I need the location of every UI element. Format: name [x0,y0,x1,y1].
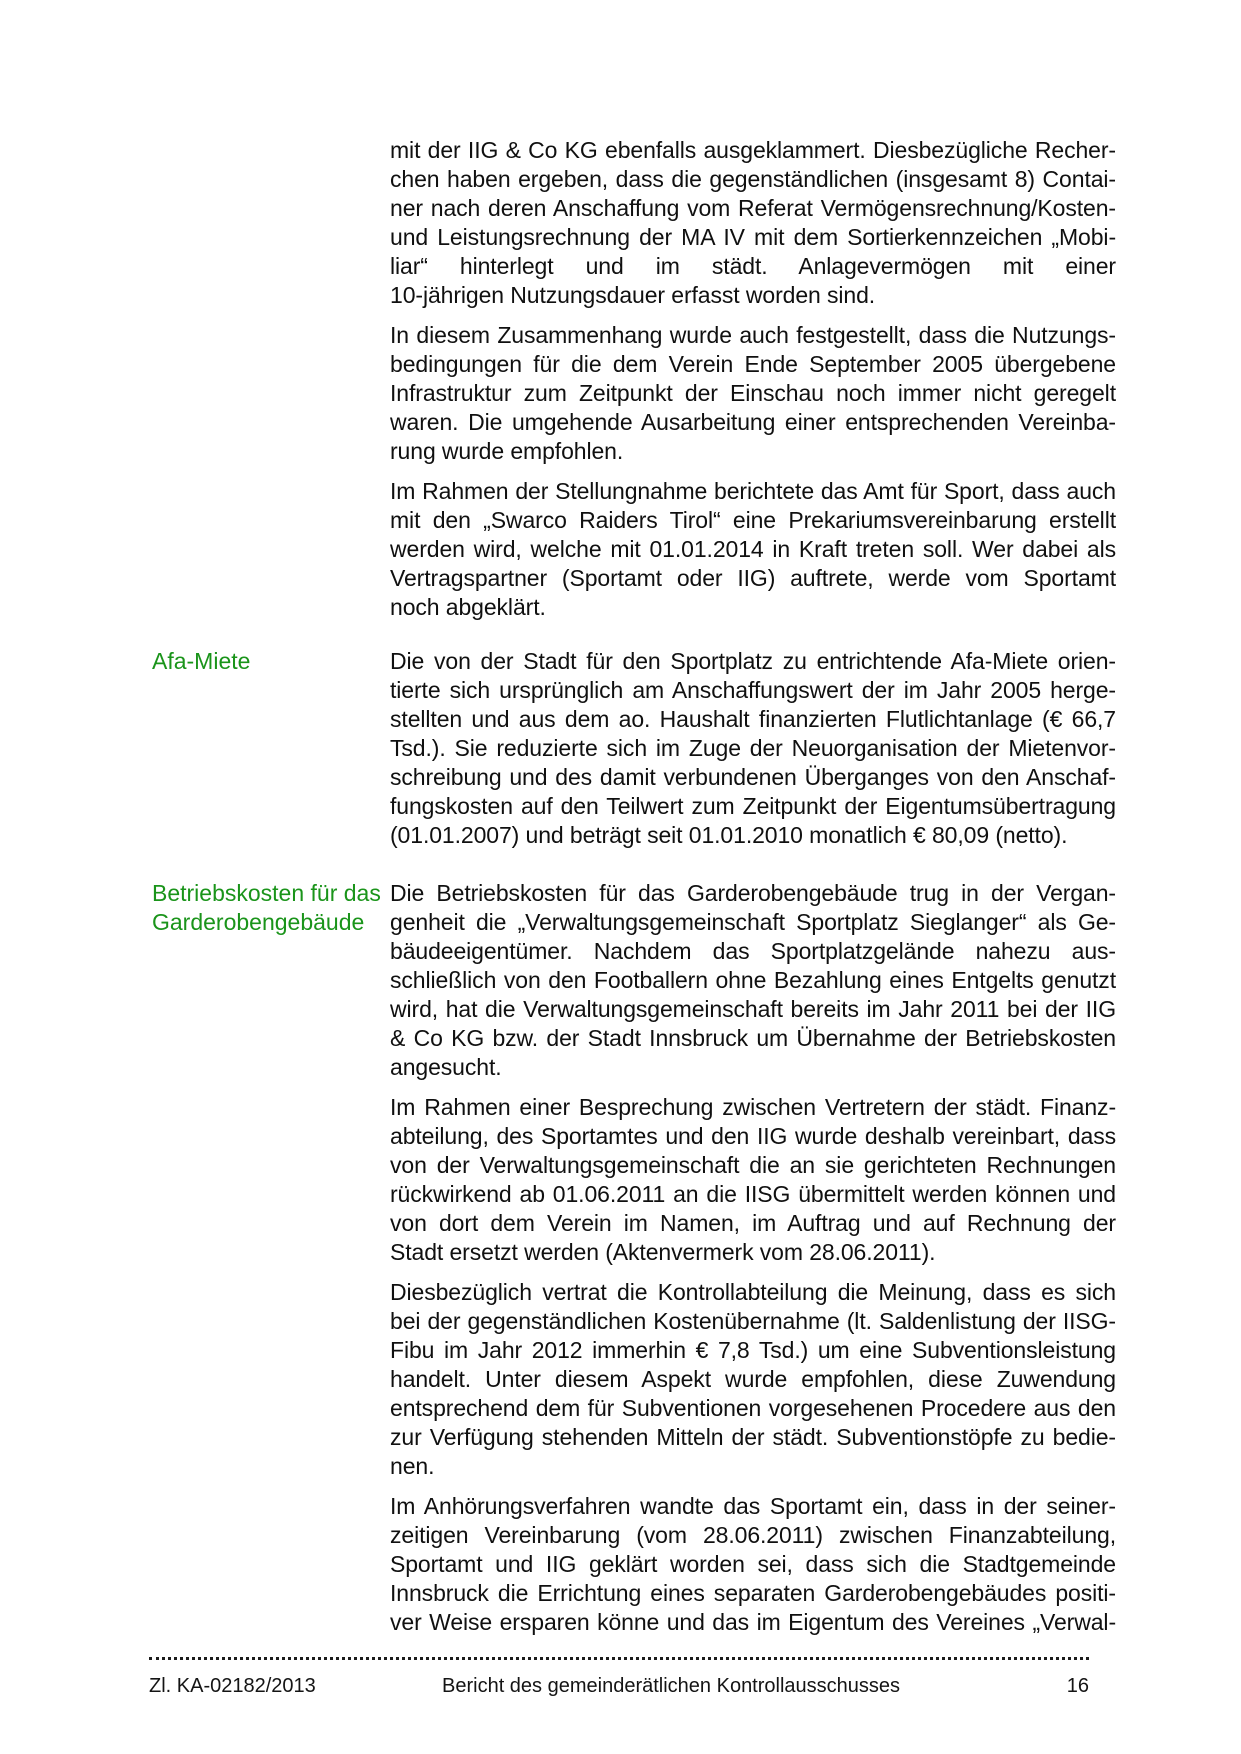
text-line: rung wurde empfohlen. [390,438,624,464]
text-line: ner nach deren Anschaffung vom Referat Vermögensrechnung/Kosten- [390,195,1116,221]
text-line: Diesbezüglich vertrat die Kontrollabteilung die Meinung, dass es sich [390,1279,1116,1305]
text-line: & Co KG bzw. der Stadt Innsbruck um Übernahme der Betriebskosten [390,1025,1116,1051]
text-line: schreibung und des damit verbundenen Überganges von den Anschaf- [390,764,1116,790]
text-line: noch abgeklärt. [390,594,546,620]
text-line: (01.01.2007) und beträgt seit 01.01.2010 monatlich € 80,09 (netto). [390,822,1068,848]
margin-label: Betriebskosten für das Garderobengebäude [152,880,381,935]
footer-divider [149,1657,1089,1660]
text-line: chen haben ergeben, dass die gegenständlichen (insgesamt 8) Contai- [390,166,1116,192]
text-line: stellten und aus dem ao. Haushalt finanzierten Flutlichtanlage (€ 66,7 [390,706,1116,732]
text-line: wird, hat die Verwaltungsgemeinschaft bereits im Jahr 2011 bei der IIG [390,996,1116,1022]
paragraph [390,477,1116,622]
section-paragraphs [390,647,1116,850]
text-line: Stadt ersetzt werden (Aktenvermerk vom 28.06.2011). [390,1239,936,1265]
footer-page-number: 16 [1066,1675,1089,1697]
text-line: Die von der Stadt für den Sportplatz zu entrichtende Afa-Miete orien- [390,648,1116,674]
text-line: Infrastruktur zum Zeitpunkt der Einschau noch immer nicht geregelt [390,380,1116,406]
text-line: werden wird, welche mit 01.01.2014 in Kraft treten soll. Wer dabei als [390,536,1116,562]
text-line: Im Rahmen einer Besprechung zwischen Vertretern der städt. Finanz- [390,1094,1116,1120]
text-line: Im Anhörungsverfahren wandte das Sportamt ein, dass in der seiner- [390,1493,1116,1519]
paragraph [390,136,1116,310]
paragraph [390,1278,1116,1481]
text-line: Fibu im Jahr 2012 immerhin € 7,8 Tsd.) um eine Subventionsleistung [390,1337,1116,1363]
section-paragraphs [390,136,1116,622]
text-line: rückwirkend ab 01.06.2011 an die IISG übermittelt werden können und [390,1181,1116,1207]
text-line: Die Betriebskosten für das Garderobengebäude trug in der Vergan- [390,880,1116,906]
text-line: zeitigen Vereinbarung (vom 28.06.2011) zwischen Finanzabteilung, [390,1522,1116,1548]
text-line: mit der IIG & Co KG ebenfalls ausgeklammert. Diesbezügliche Recher- [390,137,1116,163]
document-section [152,647,1116,850]
text-line: bedingungen für die dem Verein Ende September 2005 übergebene [390,351,1116,377]
text-line: Vertragspartner (Sportamt oder IIG) auftrete, werde vom Sportamt [390,565,1116,591]
paragraph [390,321,1116,466]
text-line: schließlich von den Footballern ohne Bezahlung eines Entgelts genutzt [390,967,1116,993]
text-line: genheit die „Verwaltungsgemeinschaft Sportplatz Sieglanger“ als Ge- [390,909,1116,935]
paragraph [390,879,1116,1082]
text-line: tierte sich ursprünglich am Anschaffungswert der im Jahr 2005 herge- [390,677,1116,703]
paragraph [390,647,1116,850]
text-line: von dort dem Verein im Namen, im Auftrag und auf Rechnung der [390,1210,1116,1236]
text-line: abteilung, des Sportamtes und den IIG wurde deshalb vereinbart, dass [390,1123,1116,1149]
text-line: fungskosten auf den Teilwert zum Zeitpunkt der Eigentumsübertragung [390,793,1116,819]
text-line: bäudeeigentümer. Nachdem das Sportplatzgelände nahezu aus- [390,938,1116,964]
text-line: 10-jährigen Nutzungsdauer erfasst worden sind. [390,282,876,308]
text-line: handelt. Unter diesem Aspekt wurde empfohlen, diese Zuwendung [390,1366,1116,1392]
document-body [152,136,1116,1637]
text-line: Im Rahmen der Stellungnahme berichtete das Amt für Sport, dass auch [390,478,1116,504]
text-line: Innsbruck die Errichtung eines separaten Garderobengebäudes positi- [390,1580,1116,1606]
text-line: von der Verwaltungsgemeinschaft die an sie gerichteten Rechnungen [390,1152,1116,1178]
text-line: waren. Die umgehende Ausarbeitung einer entsprechenden Vereinba- [390,409,1116,435]
text-line: In diesem Zusammenhang wurde auch festgestellt, dass die Nutzungs- [390,322,1116,348]
document-section [152,879,1116,1637]
section-paragraphs [390,879,1116,1637]
text-line: zur Verfügung stehenden Mitteln der städt. Subventionstöpfe zu bedie- [390,1424,1116,1450]
text-line: liar“ hinterlegt und im städt. Anlagevermögen mit einer [390,253,1116,279]
text-line: entsprechend dem für Subventionen vorgesehenen Procedere aus den [390,1395,1116,1421]
text-line: ver Weise ersparen könne und das im Eigentum des Vereines „Verwal- [390,1609,1116,1635]
footer-reference: Zl. KA-02182/2013 [149,1675,316,1697]
footer-report-title: Bericht des gemeinderätlichen Kontrollausschusses [442,1675,901,1697]
text-line: Tsd.). Sie reduzierte sich im Zuge der Neuorganisation der Mietenvor- [390,735,1116,761]
text-line: angesucht. [390,1054,502,1080]
text-line: und Leistungsrechnung der MA IV mit dem Sortierkennzeichen „Mobi- [390,224,1116,250]
page-footer [149,1657,1089,1701]
text-line: nen. [390,1453,435,1479]
document-section [390,136,1116,622]
text-line: mit den „Swarco Raiders Tirol“ eine Prekariumsvereinbarung erstellt [390,507,1116,533]
text-line: Sportamt und IIG geklärt worden sei, dass sich die Stadtgemeinde [390,1551,1116,1577]
margin-label: Afa-Miete [152,648,251,674]
paragraph [390,1492,1116,1637]
text-line: bei der gegenständlichen Kostenübernahme (lt. Saldenlistung der IISG- [390,1308,1116,1334]
footer-row [149,1675,1089,1701]
paragraph [390,1093,1116,1267]
